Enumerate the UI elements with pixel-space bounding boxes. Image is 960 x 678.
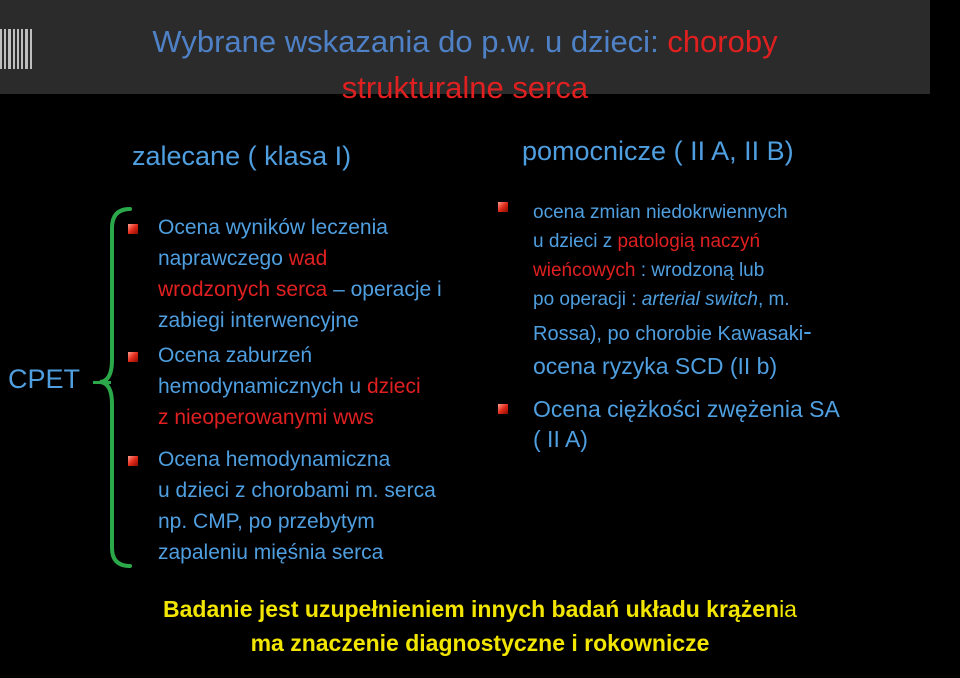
header-recommended: zalecane ( klasa I) [132, 141, 352, 171]
left-item-3 [158, 444, 436, 568]
right-item-1-line2: u dzieci z patologią naczyń [533, 231, 761, 252]
left-item-3-line1: Ocena hemodynamiczna [158, 448, 391, 471]
bullet-icon [498, 202, 508, 212]
right-item-2-line2: ( II A) [533, 426, 588, 452]
right-item-1 [533, 198, 812, 381]
slide-title-line2: strukturalne serca [341, 70, 589, 105]
cpet-label: CPET [8, 364, 81, 394]
left-item-1-line1: Ocena wyników leczenia [158, 216, 388, 239]
header-auxiliary: pomocnicze ( II A, II B) [522, 136, 794, 166]
bullet-icon [128, 224, 138, 234]
summary-line1: Badanie jest uzupełnieniem innych badań układu krążenia [163, 596, 797, 622]
right-item-1-line3: wieńcowych : wrodzoną lub [533, 260, 765, 281]
right-item-1-line6: ocena ryzyka SCD (II b) [533, 353, 778, 379]
left-item-1-line3: wrodzonych serca – operacje i [158, 278, 442, 301]
bullet-icon [128, 352, 138, 362]
left-item-3-line3: np. CMP, po przebytym [158, 510, 375, 533]
summary-line2: ma znaczenie diagnostyczne i rokownicze [250, 630, 710, 656]
title-part1: Wybrane wskazania do p.w. u dzieci: [152, 24, 659, 59]
left-item-1-line2: naprawczego wad [158, 247, 328, 270]
left-item-2-line2: hemodynamicznych u dzieci [158, 375, 421, 398]
right-item-1-line4: po operacji : arterial switch, m. [533, 289, 790, 310]
left-item-1-line4: zabiegi interwencyjne [158, 309, 359, 332]
right-item-2 [533, 394, 840, 454]
left-brace-icon [0, 0, 140, 580]
left-item-2-line3: z nieoperowanymi wws [158, 406, 374, 429]
left-item-2-line1: Ocena zaburzeń [158, 344, 313, 367]
right-item-2-line1: Ocena ciężkości zwężenia SA [533, 396, 840, 422]
bullet-icon [128, 456, 138, 466]
bullet-icon [498, 404, 508, 414]
left-item-2 [158, 340, 421, 433]
title-part2: choroby [667, 24, 778, 59]
left-item-3-line4: zapaleniu mięśnia serca [158, 541, 384, 564]
right-item-1-line5: Rossa), po chorobie Kawasaki- [533, 316, 812, 346]
left-item-1 [158, 212, 442, 336]
right-item-1-line1: ocena zmian niedokrwiennych [533, 202, 788, 223]
left-item-3-line2: u dzieci z chorobami m. serca [158, 479, 436, 502]
